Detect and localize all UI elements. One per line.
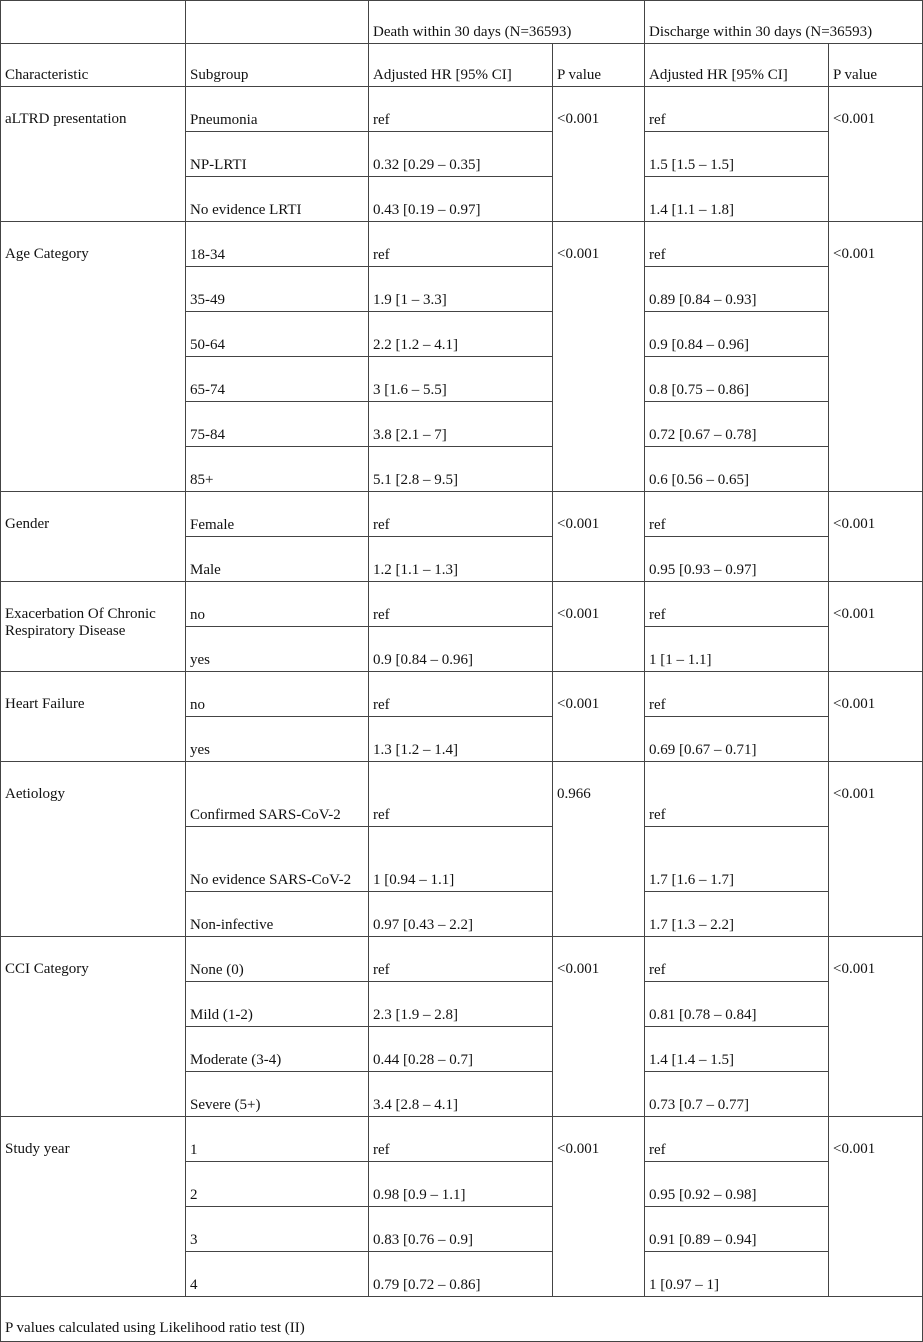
characteristic-cell: Age Category xyxy=(1,222,186,492)
death-p-cell: 0.966 xyxy=(553,762,645,937)
death-hr-cell: 0.98 [0.9 – 1.1] xyxy=(369,1162,553,1207)
characteristic-cell: Exacerbation Of Chronic Respiratory Disease xyxy=(1,582,186,672)
death-p-cell: <0.001 xyxy=(553,582,645,672)
discharge-hr-cell: 0.8 [0.75 – 0.86] xyxy=(645,357,829,402)
discharge-hr-cell: 0.72 [0.67 – 0.78] xyxy=(645,402,829,447)
subgroup-cell: Male xyxy=(186,537,369,582)
table-row xyxy=(1,937,923,982)
discharge-hr-cell: ref xyxy=(645,87,829,132)
death-hr-header: Adjusted HR [95% CI] xyxy=(369,44,553,87)
death-p-cell: <0.001 xyxy=(553,87,645,222)
subgroup-cell: 85+ xyxy=(186,447,369,492)
discharge-hr-cell: ref xyxy=(645,937,829,982)
discharge-hr-cell: 0.91 [0.89 – 0.94] xyxy=(645,1207,829,1252)
discharge-hr-cell: 1.4 [1.1 – 1.8] xyxy=(645,177,829,222)
subgroup-cell: No evidence LRTI xyxy=(186,177,369,222)
table-row xyxy=(1,222,923,267)
subgroup-cell: 2 xyxy=(186,1162,369,1207)
death-hr-cell: 0.44 [0.28 – 0.7] xyxy=(369,1027,553,1072)
discharge-p-cell: <0.001 xyxy=(829,492,923,582)
characteristic-cell: Heart Failure xyxy=(1,672,186,762)
discharge-hr-cell: 1 [1 – 1.1] xyxy=(645,627,829,672)
death-hr-cell: 1.3 [1.2 – 1.4] xyxy=(369,717,553,762)
discharge-p-header: P value xyxy=(829,44,923,87)
subgroup-cell: Moderate (3-4) xyxy=(186,1027,369,1072)
discharge-hr-cell: ref xyxy=(645,762,829,827)
subgroup-cell: 35-49 xyxy=(186,267,369,312)
discharge-p-cell: <0.001 xyxy=(829,1117,923,1297)
characteristic-cell: Aetiology xyxy=(1,762,186,937)
discharge-p-cell: <0.001 xyxy=(829,672,923,762)
death-hr-cell: ref xyxy=(369,582,553,627)
discharge-p-cell: <0.001 xyxy=(829,582,923,672)
death-hr-cell: 0.83 [0.76 – 0.9] xyxy=(369,1207,553,1252)
subgroup-cell: NP-LRTI xyxy=(186,132,369,177)
discharge-p-cell: <0.001 xyxy=(829,222,923,492)
table-row xyxy=(1,492,923,537)
discharge-hr-cell: 0.6 [0.56 – 0.65] xyxy=(645,447,829,492)
subgroup-cell: 50-64 xyxy=(186,312,369,357)
death-hr-cell: ref xyxy=(369,937,553,982)
discharge-hr-cell: 0.89 [0.84 – 0.93] xyxy=(645,267,829,312)
death-p-cell: <0.001 xyxy=(553,1117,645,1297)
subgroup-cell: Mild (1-2) xyxy=(186,982,369,1027)
subgroup-cell: yes xyxy=(186,627,369,672)
death-hr-cell: ref xyxy=(369,492,553,537)
subgroup-cell: yes xyxy=(186,717,369,762)
death-p-header: P value xyxy=(553,44,645,87)
empty-header-cell xyxy=(186,1,369,44)
characteristic-header: Characteristic xyxy=(1,44,186,87)
death-p-cell: <0.001 xyxy=(553,222,645,492)
death-hr-cell: 3.8 [2.1 – 7] xyxy=(369,402,553,447)
discharge-hr-cell: 1 [0.97 – 1] xyxy=(645,1252,829,1297)
discharge-hr-cell: 1.7 [1.3 – 2.2] xyxy=(645,892,829,937)
death-hr-cell: ref xyxy=(369,222,553,267)
characteristic-cell: CCI Category xyxy=(1,937,186,1117)
subgroup-cell: 75-84 xyxy=(186,402,369,447)
subgroup-cell: No evidence SARS-CoV-2 xyxy=(186,827,369,892)
table-row xyxy=(1,87,923,132)
discharge-hr-cell: 0.95 [0.92 – 0.98] xyxy=(645,1162,829,1207)
death-hr-cell: 0.97 [0.43 – 2.2] xyxy=(369,892,553,937)
discharge-hr-header: Adjusted HR [95% CI] xyxy=(645,44,829,87)
discharge-p-cell: <0.001 xyxy=(829,937,923,1117)
death-hr-cell: 3.4 [2.8 – 4.1] xyxy=(369,1072,553,1117)
discharge-p-cell: <0.001 xyxy=(829,762,923,937)
discharge-p-cell: <0.001 xyxy=(829,87,923,222)
death-hr-cell: 2.2 [1.2 – 4.1] xyxy=(369,312,553,357)
death-hr-cell: 3 [1.6 – 5.5] xyxy=(369,357,553,402)
death-hr-cell: 1.9 [1 – 3.3] xyxy=(369,267,553,312)
discharge-hr-cell: ref xyxy=(645,222,829,267)
table-row xyxy=(1,762,923,827)
death-hr-cell: 2.3 [1.9 – 2.8] xyxy=(369,982,553,1027)
subgroup-cell: Non-infective xyxy=(186,892,369,937)
death-hr-cell: 0.79 [0.72 – 0.86] xyxy=(369,1252,553,1297)
death-p-cell: <0.001 xyxy=(553,937,645,1117)
column-header-row xyxy=(1,44,923,87)
group-header-row xyxy=(1,1,923,44)
table-row xyxy=(1,582,923,627)
death-hr-cell: 0.32 [0.29 – 0.35] xyxy=(369,132,553,177)
subgroup-cell: no xyxy=(186,672,369,717)
death-hr-cell: 0.43 [0.19 – 0.97] xyxy=(369,177,553,222)
discharge-group-header: Discharge within 30 days (N=36593) xyxy=(645,1,923,44)
table-row xyxy=(1,1117,923,1162)
characteristic-cell: Gender xyxy=(1,492,186,582)
death-group-header: Death within 30 days (N=36593) xyxy=(369,1,645,44)
discharge-hr-cell: 0.81 [0.78 – 0.84] xyxy=(645,982,829,1027)
subgroup-cell: None (0) xyxy=(186,937,369,982)
discharge-hr-cell: 0.9 [0.84 – 0.96] xyxy=(645,312,829,357)
death-hr-cell: ref xyxy=(369,672,553,717)
death-hr-cell: ref xyxy=(369,762,553,827)
discharge-hr-cell: ref xyxy=(645,492,829,537)
subgroup-cell: Confirmed SARS-CoV-2 xyxy=(186,762,369,827)
subgroup-cell: 18-34 xyxy=(186,222,369,267)
table-row xyxy=(1,672,923,717)
discharge-hr-cell: 0.69 [0.67 – 0.71] xyxy=(645,717,829,762)
discharge-hr-cell: ref xyxy=(645,1117,829,1162)
empty-header-cell xyxy=(1,1,186,44)
discharge-hr-cell: ref xyxy=(645,672,829,717)
death-hr-cell: 1.2 [1.1 – 1.3] xyxy=(369,537,553,582)
subgroup-cell: 3 xyxy=(186,1207,369,1252)
subgroup-cell: no xyxy=(186,582,369,627)
discharge-hr-cell: 0.73 [0.7 – 0.77] xyxy=(645,1072,829,1117)
subgroup-cell: 1 xyxy=(186,1117,369,1162)
table-body xyxy=(1,1,923,1342)
subgroup-header: Subgroup xyxy=(186,44,369,87)
subgroup-cell: 4 xyxy=(186,1252,369,1297)
characteristic-cell: aLTRD presentation xyxy=(1,87,186,222)
discharge-hr-cell: 1.4 [1.4 – 1.5] xyxy=(645,1027,829,1072)
discharge-hr-cell: 1.5 [1.5 – 1.5] xyxy=(645,132,829,177)
subgroup-cell: Severe (5+) xyxy=(186,1072,369,1117)
subgroup-cell: 65-74 xyxy=(186,357,369,402)
subgroup-cell: Female xyxy=(186,492,369,537)
discharge-hr-cell: 1.7 [1.6 – 1.7] xyxy=(645,827,829,892)
footnote-row xyxy=(1,1297,923,1342)
subgroup-cell: Pneumonia xyxy=(186,87,369,132)
discharge-hr-cell: 0.95 [0.93 – 0.97] xyxy=(645,537,829,582)
death-hr-cell: 0.9 [0.84 – 0.96] xyxy=(369,627,553,672)
death-p-cell: <0.001 xyxy=(553,672,645,762)
death-hr-cell: ref xyxy=(369,87,553,132)
death-hr-cell: 1 [0.94 – 1.1] xyxy=(369,827,553,892)
death-hr-cell: ref xyxy=(369,1117,553,1162)
death-hr-cell: 5.1 [2.8 – 9.5] xyxy=(369,447,553,492)
discharge-hr-cell: ref xyxy=(645,582,829,627)
footnote: P values calculated using Likelihood ratio test (II) xyxy=(1,1297,923,1342)
characteristic-cell: Study year xyxy=(1,1117,186,1297)
death-p-cell: <0.001 xyxy=(553,492,645,582)
